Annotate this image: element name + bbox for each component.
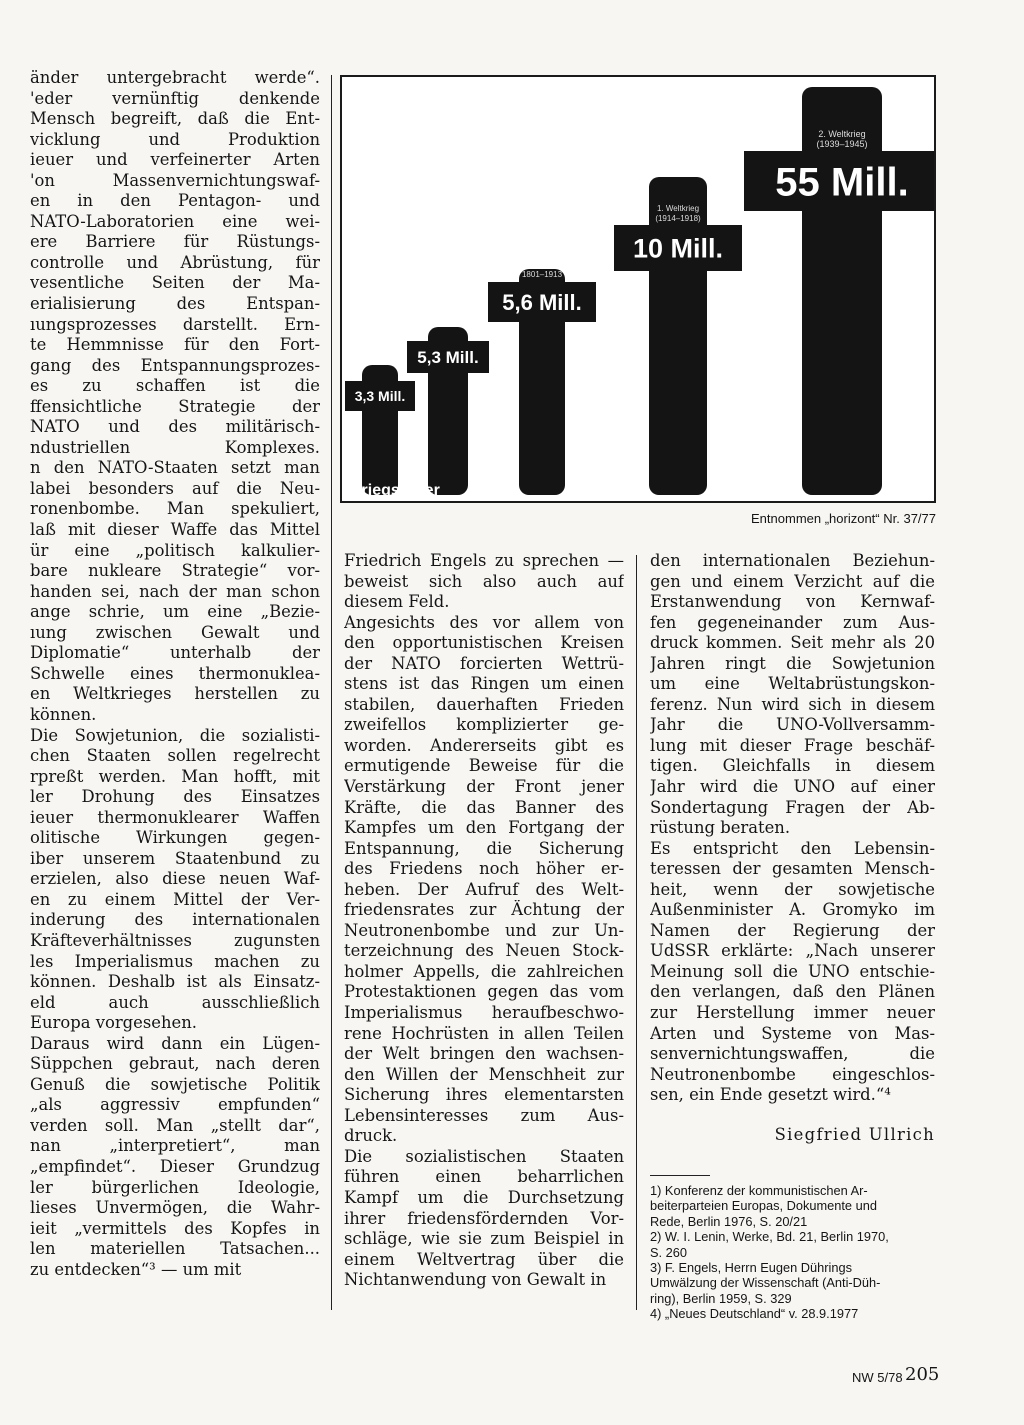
text-line: ere Barriere für Rüstungs-	[30, 232, 320, 252]
text-line: Europa vorgesehen.	[30, 1013, 197, 1033]
text-line: stens ist das Ringen um einen	[344, 674, 624, 694]
text-line: verden soll. Man „stellt dar“,	[30, 1115, 320, 1135]
text-line: friedensrates zur Ächtung der	[344, 900, 624, 920]
value-label: 10 Mill.	[632, 233, 724, 264]
text-line: druck.	[344, 1126, 398, 1146]
text-line: worden. Andererseits gibt es	[344, 735, 624, 755]
text-line: Kampfes um den Fortgang der	[344, 818, 624, 838]
category-label: 1801–1913	[521, 270, 563, 279]
text-line: den verlangen, daß den Plänen	[650, 982, 935, 1002]
text-line: schläge, wie sie zum Beispiel in	[344, 1229, 624, 1249]
text-line: ıungsprozesses darstellt. Ern-	[30, 314, 320, 334]
text-line: inderung des internationalen	[30, 910, 320, 930]
text-line: terzeichnung des Neuen Stock-	[344, 941, 624, 961]
text-line: ange schrie, um eine „Bezie-	[30, 602, 320, 622]
text-line: Nichtanwendung von Gewalt in	[344, 1270, 607, 1290]
text-line: Kampf um die Durchsetzung	[344, 1187, 624, 1207]
text-line: zweifellos komplizierter ge-	[344, 715, 624, 735]
footnotes	[650, 1183, 940, 1322]
author-signature: Siegfried Ullrich	[774, 1125, 935, 1144]
category-label: 1. Weltkrieg	[656, 204, 700, 213]
text-line: teressen der gesamten Mensch-	[650, 859, 935, 879]
text-line: Genuß die sowjetische Politik	[30, 1074, 320, 1094]
text-line: Jahren ringt die Sowjetunion	[650, 653, 935, 673]
text-line: den opportunistischen Kreisen	[344, 633, 624, 653]
text-line: Sondertagung Fragen der Ab-	[650, 797, 935, 817]
text-line: en Weltkrieges herstellen zu	[30, 684, 320, 704]
text-line: gang des Entspannungsprozes-	[30, 355, 320, 375]
text-line: labei besonders auf die Neu-	[30, 478, 320, 498]
text-column-right	[650, 551, 935, 1106]
war-casualties-chart	[340, 75, 936, 503]
text-line: ür eine „politisch kalkulier-	[30, 540, 320, 560]
text-line: ieuer und verfeinerter Arten	[30, 150, 320, 170]
footnote-line: S. 260	[650, 1244, 687, 1260]
text-line: Arten und Systeme von Mas-	[650, 1023, 935, 1043]
text-line: druck kommen. Seit mehr als 20	[650, 633, 935, 653]
text-line: lung mit dieser Frage beschäf-	[650, 735, 935, 755]
text-line: lieses Unvermögen, die Wahr-	[30, 1198, 320, 1218]
column-rule-left	[331, 75, 332, 1310]
text-line: heit, wenn der sowjetische	[650, 879, 935, 899]
text-line: en zu einem Mittel der Ver-	[30, 889, 320, 909]
text-line: ieit „vermittels des Kopfes in	[30, 1218, 320, 1238]
text-line: den Willen der Menschheit zur	[344, 1064, 624, 1084]
category-label: 2. Weltkrieg	[818, 129, 866, 139]
text-line: vicklung und Produktion	[30, 129, 320, 149]
text-line: eld auch ausschließlich	[30, 992, 320, 1012]
text-line: können. Deshalb ist als Einsatz-	[30, 972, 320, 992]
text-line: des Friedens noch höher er-	[344, 859, 624, 879]
text-column-middle	[344, 551, 624, 1291]
category-label: (1914–1918)	[655, 214, 701, 223]
text-line: vesentliche Seiten der Ma-	[30, 273, 320, 293]
chart-svg	[342, 77, 934, 501]
text-line: gen und einem Verzicht auf die	[650, 571, 935, 591]
value-label: 55 Mill.	[775, 160, 909, 205]
text-line: Sicherung ihres elementarsten	[344, 1085, 624, 1105]
text-line: führen einen beharrlichen	[344, 1167, 624, 1187]
footnote-line: 3) F. Engels, Herrn Eugen Dührings	[650, 1260, 853, 1276]
text-line: ieuer thermonuklearer Waffen	[30, 807, 320, 827]
text-line: Die Sowjetunion, die sozialisti-	[30, 725, 320, 745]
text-line: senvernichtungswaffen, die	[650, 1044, 935, 1064]
footnote-line: 2) W. I. Lenin, Werke, Bd. 21, Berlin 1970,	[650, 1229, 889, 1245]
text-line: Kräfteverhältnisses zugunsten	[30, 930, 320, 950]
text-line: ferenz. Nun wird sich in diesem	[650, 694, 935, 714]
column-rule-middle	[636, 555, 637, 1310]
text-line: laß mit dieser Waffe das Mittel	[30, 520, 320, 540]
text-line: Neutronenbombe und zur Un-	[344, 920, 624, 940]
text-line: 'eder vernünftig denkende	[30, 88, 320, 108]
text-line: Protestaktionen gegen das vom	[344, 982, 624, 1002]
text-line: handen sei, nach der man schon	[30, 581, 320, 601]
text-line: ıung zwischen Gewalt und	[30, 622, 320, 642]
text-line: beweist sich also auch auf	[344, 571, 624, 591]
text-line: änder untergebracht werde“.	[30, 68, 320, 87]
text-line: iber unserem Staatenbund zu	[30, 848, 320, 868]
text-line: bare nukleare Strategie“ vor-	[30, 561, 320, 581]
text-line: „empfindet“. Dieser Grundzug	[30, 1156, 320, 1176]
text-line: Süppchen gebraut, nach deren	[30, 1054, 320, 1074]
footnote-line: beiterparteien Europas, Dokumente und	[650, 1198, 877, 1214]
text-line: les Imperialismus machen zu	[30, 951, 320, 971]
text-line: ndustriellen Komplexes.	[30, 437, 320, 457]
text-line: Schwelle eines thermonuklea-	[30, 663, 320, 683]
text-line: n den NATO-Staaten setzt man	[30, 458, 320, 478]
text-line: Entspannung, die Sicherung	[344, 838, 624, 858]
footnote-line: Umwälzung der Wissenschaft (Anti-Düh-	[650, 1275, 881, 1291]
text-line: NATO und des militärisch-	[30, 417, 320, 437]
text-line: zur Herstellung immer neuer	[650, 1003, 935, 1023]
category-label: (1939–1945)	[816, 139, 868, 149]
text-line: es zu schaffen ist die	[30, 376, 320, 396]
text-line: den internationalen Beziehun-	[650, 551, 935, 570]
text-line: tigen. Gleichfalls in diesem	[650, 756, 935, 776]
text-line: „als aggressiv empfunden“	[30, 1095, 320, 1115]
text-line: 'on Massenvernichtungswaf-	[30, 170, 320, 190]
footnote-line: Rede, Berlin 1976, S. 20/21	[650, 1213, 808, 1229]
page-number: 205	[905, 1364, 940, 1385]
text-line: holmer Appells, die zahlreichen	[344, 961, 624, 981]
text-line: Friedrich Engels zu sprechen —	[344, 551, 624, 570]
text-line: Diplomatie“ unterhalb der	[30, 643, 320, 663]
text-line: Kräfte, die das Banner des	[344, 797, 624, 817]
text-line: NATO-Laboratorien eine wei-	[30, 211, 320, 231]
issue-label: NW 5/78	[852, 1370, 903, 1385]
text-line: heben. Der Aufruf des Welt-	[344, 879, 624, 899]
text-line: Verstärkung der Front jener	[344, 777, 624, 797]
cross-stem-bar	[649, 177, 707, 495]
text-line: stabilen, dauerhaften Frieden	[344, 694, 624, 714]
chart-caption: Entnommen „horizont“ Nr. 37/77	[751, 511, 936, 526]
text-line: Jahr die UNO-Vollversamm-	[650, 715, 935, 735]
text-line: können.	[30, 704, 97, 724]
text-line: ihrer friedensfördernden Vor-	[344, 1208, 624, 1228]
text-column-left	[30, 68, 320, 1280]
text-line: Jahr wird die UNO auf einer	[650, 777, 935, 797]
text-line: Daraus wird dann ein Lügen-	[30, 1033, 320, 1053]
value-label: 5,3 Mill.	[417, 348, 479, 368]
text-line: en in den Pentagon- und	[30, 191, 320, 211]
text-line: olitische Wirkungen gegen-	[30, 828, 320, 848]
text-line: te Hemmnisse für den Fort-	[30, 335, 320, 355]
text-line: ronenbombe. Man spekuliert,	[30, 499, 320, 519]
text-line: Lebensinteresses zum Aus-	[344, 1105, 624, 1125]
text-line: Mensch begreift, daß die Ent-	[30, 109, 320, 129]
footnote-line: 1) Konferenz der kommunistischen Ar-	[650, 1183, 868, 1198]
text-line: rüstung beraten.	[650, 818, 791, 838]
text-line: nan „interpretiert“, man	[30, 1136, 320, 1156]
text-line: controlle und Abrüstung, für	[30, 252, 320, 272]
text-line: Es entspricht den Lebensin-	[650, 838, 935, 858]
text-line: chen Staaten sollen regelrecht	[30, 746, 320, 766]
text-line: UdSSR erklärte: „Nach unserer	[650, 941, 935, 961]
text-line: Imperialismus heraufbeschwo-	[344, 1003, 624, 1023]
text-line: zu entdecken“³ — um mit	[30, 1259, 242, 1279]
text-line: fen gegeneinander zum Aus-	[650, 612, 935, 632]
text-line: sen, ein Ende gesetzt wird.“⁴	[650, 1085, 891, 1105]
text-line: Erstanwendung von Kernwaf-	[650, 592, 935, 612]
text-line: Meinung soll die UNO entschie-	[650, 961, 935, 981]
text-line: diesem Feld.	[344, 592, 450, 612]
footnotes-rule	[650, 1175, 710, 1176]
text-line: ermutigende Beweise für die	[344, 756, 624, 776]
chart-corner-label: Kriegsopfer	[350, 482, 440, 499]
value-label: 5,6 Mill.	[502, 289, 582, 315]
text-line: rene Hochrüsten in allen Teilen	[344, 1023, 624, 1043]
text-line: ffensichtliche Strategie der	[30, 396, 320, 416]
text-line: Außenminister A. Gromyko im	[650, 900, 935, 920]
footnote-line: 4) „Neues Deutschland“ v. 28.9.1977	[650, 1306, 859, 1322]
text-line: einem Weltvertrag über die	[344, 1249, 624, 1269]
text-line: ler Drohung des Einsatzes	[30, 787, 320, 807]
text-line: Die sozialistischen Staaten	[344, 1146, 624, 1166]
text-line: ler bürgerlichen Ideologie,	[30, 1177, 320, 1197]
footnote-line: ring), Berlin 1959, S. 329	[650, 1290, 792, 1306]
text-line: erialisierung des Entspan-	[30, 294, 320, 314]
text-line: Angesichts des vor allem von	[344, 612, 624, 632]
text-line: rpreßt werden. Man hofft, mit	[30, 766, 320, 786]
text-line: Neutronenbombe eingeschlos-	[650, 1064, 935, 1084]
text-line: Namen der Regierung der	[650, 920, 935, 940]
text-line: der NATO forcierten Wettrü-	[344, 653, 624, 673]
value-label: 3,3 Mill.	[354, 388, 406, 405]
text-line: der Welt bringen den wachsen-	[344, 1044, 624, 1064]
text-line: erzielen, also diese neuen Waf-	[30, 869, 320, 889]
text-line: len materiellen Tatsachen...	[30, 1239, 320, 1259]
text-line: um eine Weltabrüstungskon-	[650, 674, 935, 694]
